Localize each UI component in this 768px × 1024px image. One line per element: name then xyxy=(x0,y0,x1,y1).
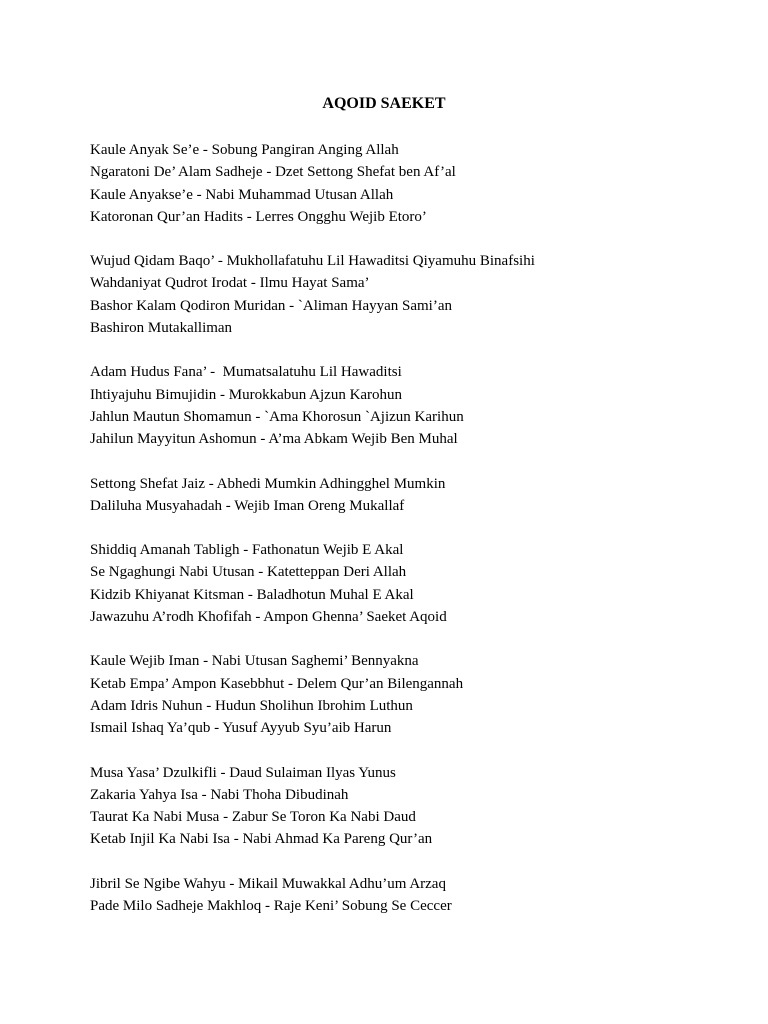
verse-line: Zakaria Yahya Isa - Nabi Thoha Dibudinah xyxy=(90,786,349,803)
verse-line: Jibril Se Ngibe Wahyu - Mikail Muwakkal Adhu’um Arzaq xyxy=(90,875,446,892)
verse-line: Daliluha Musyahadah - Wejib Iman Oreng Mukallaf xyxy=(90,497,405,514)
verse-line: Pade Milo Sadheje Makhloq - Raje Keni’ Sobung Se Ceccer xyxy=(90,898,452,915)
stanza xyxy=(90,762,750,851)
verse-line: Ismail Ishaq Ya’qub - Yusuf Ayyub Syu’aib Harun xyxy=(90,720,392,737)
verse-line: Ngaratoni De’ Alam Sadheje - Dzet Settong Shefat ben Af’al xyxy=(90,164,456,181)
verse-line: Bashiron Mutakalliman xyxy=(90,320,233,337)
stanza xyxy=(90,873,750,918)
verse-line: Kidzib Khiyanat Kitsman - Baladhotun Muhal E Akal xyxy=(90,586,414,603)
verse-line: Shiddiq Amanah Tabligh - Fathonatun Wejib E Akal xyxy=(90,542,404,559)
verse-line: Katoronan Qur’an Hadits - Lerres Ongghu Wejib Etoro’ xyxy=(90,208,427,225)
stanza xyxy=(90,250,750,339)
verse-line: Se Ngaghungi Nabi Utusan - Katetteppan Deri Allah xyxy=(90,564,407,581)
verse-line: Adam Hudus Fana’ - Mumatsalatuhu Lil Hawaditsi xyxy=(90,364,402,381)
verse-line: Ketab Injil Ka Nabi Isa - Nabi Ahmad Ka Pareng Qur’an xyxy=(90,831,433,848)
verse-line: Jahilun Mayyitun Ashomun - A’ma Abkam Wejib Ben Muhal xyxy=(90,431,458,448)
verse-line: Kaule Anyak Se’e - Sobung Pangiran Anging Allah xyxy=(90,142,399,158)
document-title: AQOID SAEKET xyxy=(322,95,446,112)
verse-line: Wujud Qidam Baqo’ - Mukhollafatuhu Lil Hawaditsi Qiyamuhu Binafsihi xyxy=(90,253,535,270)
verse-line: Taurat Ka Nabi Musa - Zabur Se Toron Ka Nabi Daud xyxy=(90,809,416,826)
verse-line: Jahlun Mautun Shomamun - `Ama Khorosun `Ajizun Karihun xyxy=(90,408,464,425)
verse-line: Musa Yasa’ Dzulkifli - Daud Sulaiman Ilyas Yunus xyxy=(90,764,396,781)
verse-line: Jawazuhu A’rodh Khofifah - Ampon Ghenna’ Saeket Aqoid xyxy=(90,609,447,626)
verse-line: Wahdaniyat Qudrot Irodat - Ilmu Hayat Sama’ xyxy=(90,275,370,292)
verse-line: Ketab Empa’ Ampon Kasebbhut - Delem Qur’an Bilengannah xyxy=(90,675,464,692)
verse-line: Kaule Wejib Iman - Nabi Utusan Saghemi’ Bennyakna xyxy=(90,653,419,670)
stanza xyxy=(90,473,750,518)
stanza xyxy=(90,650,750,739)
verse-line: Ihtiyajuhu Bimujidin - Murokkabun Ajzun Karohun xyxy=(90,386,403,403)
stanza xyxy=(90,539,750,628)
verse-line: Bashor Kalam Qodiron Muridan - `Aliman Hayyan Sami’an xyxy=(90,297,452,314)
stanza xyxy=(90,361,750,450)
stanza xyxy=(90,139,750,228)
poem-body xyxy=(90,139,750,939)
verse-line: Kaule Anyakse’e - Nabi Muhammad Utusan Allah xyxy=(90,186,394,203)
verse-line: Settong Shefat Jaiz - Abhedi Mumkin Adhingghel Mumkin xyxy=(90,475,446,492)
verse-line: Adam Idris Nuhun - Hudun Sholihun Ibrohim Luthun xyxy=(90,697,413,714)
